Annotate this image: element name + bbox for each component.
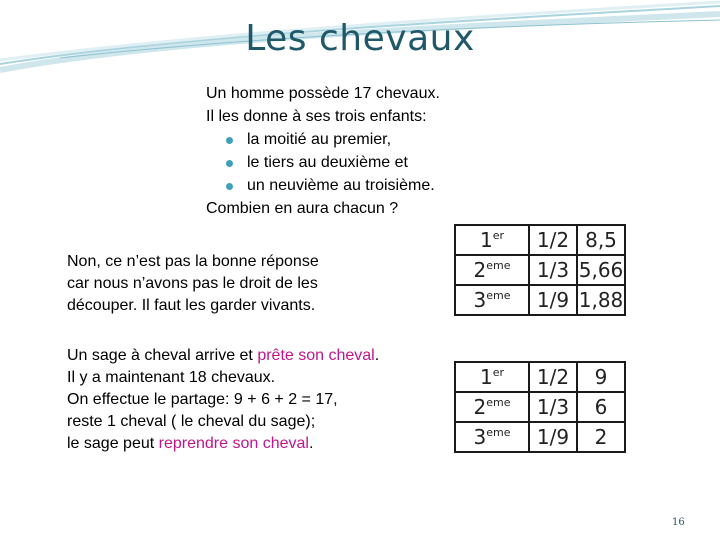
problem-line-1: Un homme possède 17 chevaux.	[206, 85, 440, 102]
fraction-cell: 1/2	[529, 225, 577, 255]
problem-question: Combien en aura chacun ?	[206, 200, 399, 217]
table-row	[455, 225, 625, 255]
problem-statement	[206, 82, 440, 220]
bullet-dot-icon	[226, 160, 233, 167]
table-row	[455, 422, 625, 452]
value-cell: 8,5	[577, 225, 625, 255]
fraction-cell: 1/3	[529, 392, 577, 422]
paragraph-line: découper. Il faut les garder vivants.	[67, 297, 316, 314]
solution-paragraph	[67, 345, 379, 455]
value-cell: 2	[577, 422, 625, 452]
fraction-table-integer	[454, 361, 626, 453]
page-number: 16	[672, 517, 685, 528]
table-row	[455, 285, 625, 315]
text-run: .	[374, 347, 380, 364]
value-cell: 9	[577, 362, 625, 392]
highlight-text: reprendre son cheval	[158, 435, 309, 452]
paragraph-line: On effectue le partage: 9 + 6 + 2 = 17,	[67, 391, 338, 408]
problem-line-2: Il les donne à ses trois enfants:	[206, 108, 427, 125]
paragraph-line	[67, 345, 379, 367]
rank-cell: 1er	[455, 225, 529, 255]
value-cell: 5,66	[577, 255, 625, 285]
list-item-text: la moitié au premier,	[247, 131, 392, 148]
text-run: le sage peut	[67, 435, 159, 452]
rank-cell: 3eme	[455, 285, 529, 315]
value-cell: 6	[577, 392, 625, 422]
paragraph-line	[67, 433, 379, 455]
fraction-cell: 1/9	[529, 285, 577, 315]
bullet-dot-icon	[226, 183, 233, 190]
bullet-dot-icon	[226, 137, 233, 144]
paragraph-line: reste 1 cheval ( le cheval du sage);	[67, 413, 316, 430]
fraction-cell: 1/9	[529, 422, 577, 452]
text-run: .	[308, 435, 314, 452]
fraction-cell: 1/3	[529, 255, 577, 285]
table-row	[455, 255, 625, 285]
list-item-text: un neuvième au troisième.	[247, 177, 435, 194]
wrong-answer-paragraph	[67, 251, 319, 317]
highlight-text: prête son cheval	[257, 347, 375, 364]
list-item	[226, 174, 440, 197]
paragraph-line: Non, ce n’est pas la bonne réponse	[67, 253, 319, 270]
rank-cell: 1er	[455, 362, 529, 392]
fraction-cell: 1/2	[529, 362, 577, 392]
rank-cell: 3eme	[455, 422, 529, 452]
fraction-table-decimal	[454, 224, 626, 316]
list-item	[226, 151, 440, 174]
table-row	[455, 392, 625, 422]
paragraph-line: car nous n’avons pas le droit de les	[67, 275, 318, 292]
value-cell: 1,88	[577, 285, 625, 315]
share-list	[206, 128, 440, 197]
table-row	[455, 362, 625, 392]
list-item-text: le tiers au deuxième et	[247, 154, 408, 171]
rank-cell: 2eme	[455, 392, 529, 422]
text-run: Un sage à cheval arrive et	[67, 347, 258, 364]
list-item	[226, 128, 440, 151]
paragraph-line: Il y a maintenant 18 chevaux.	[67, 369, 276, 386]
rank-cell: 2eme	[455, 255, 529, 285]
page-title: Les chevaux	[245, 18, 475, 59]
